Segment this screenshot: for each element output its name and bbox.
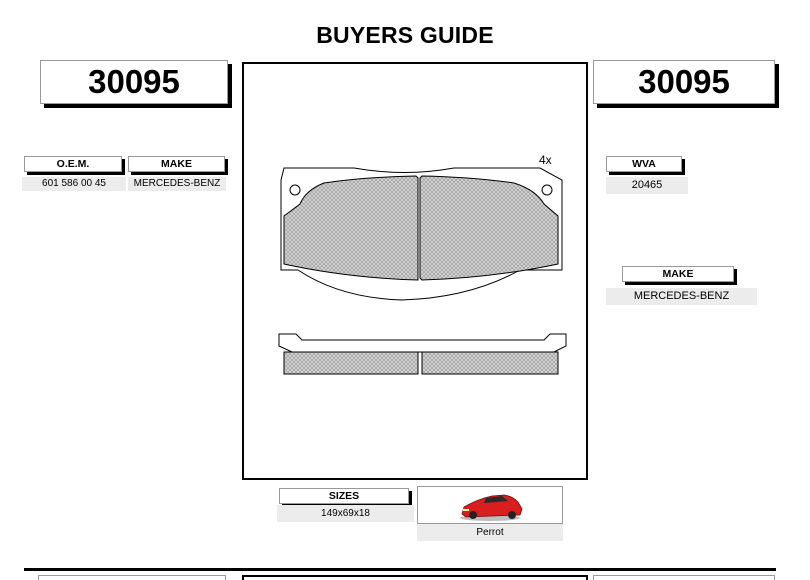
side-pad-left <box>284 352 418 374</box>
quantity-label: 4x <box>539 153 552 167</box>
red-sports-car-icon <box>418 487 564 525</box>
make-left-value: MERCEDES-BENZ <box>128 177 226 191</box>
side-pad-right <box>422 352 558 374</box>
vehicle-image <box>417 486 563 524</box>
section-divider <box>24 568 776 571</box>
side-plate <box>279 334 566 352</box>
part-number-right: 30095 <box>593 60 775 104</box>
pad-drawing-frame <box>242 62 588 480</box>
sizes-header: SIZES <box>279 488 409 504</box>
mounting-hole-right <box>542 185 552 195</box>
make-right-value: MERCEDES-BENZ <box>606 288 757 305</box>
next-part-box-right <box>593 575 775 580</box>
make-left-header: MAKE <box>128 156 225 172</box>
next-part-box-left <box>38 575 226 580</box>
page-title: BUYERS GUIDE <box>316 22 494 48</box>
part-number-left: 30095 <box>40 60 228 104</box>
next-drawing-frame <box>242 575 588 580</box>
sizes-value: 149x69x18 <box>277 505 414 522</box>
mounting-hole-left <box>290 185 300 195</box>
make-right-header: MAKE <box>622 266 734 282</box>
vehicle-image-caption: Perrot <box>417 524 563 541</box>
brake-pad-drawing <box>244 64 586 478</box>
oem-header: O.E.M. <box>24 156 122 172</box>
wva-header: WVA <box>606 156 682 172</box>
oem-value: 601 586 00 45 <box>22 177 126 191</box>
wva-value: 20465 <box>606 177 688 194</box>
